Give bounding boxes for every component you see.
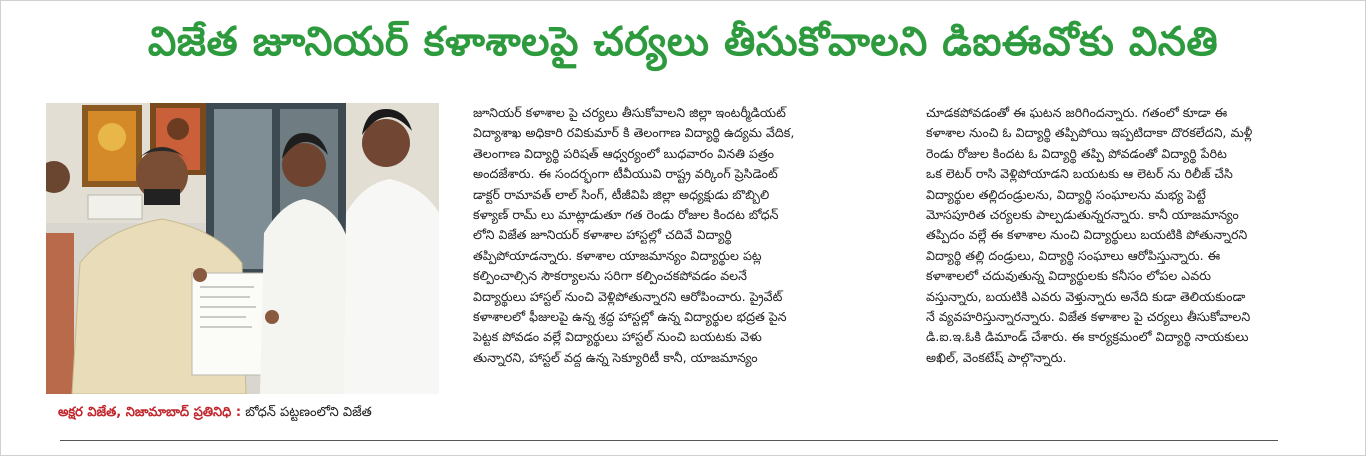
text-line: తప్పిదం వల్లే ఈ కళాశాల నుంచి విద్యార్థులు బయటికి పోతున్నారని [926,227,1248,243]
text-line: విద్యాశాఖ అధికారి రవికుమార్ కి తెలంగాణ విద్యార్థి ఉద్యమ వేదిక, [473,125,795,141]
text-line: మోసపూరిత చర్యలకు పాల్పడుతున్నరన్నారు. కానీ యాజమాన్యం [926,206,1239,222]
text-line: కళ్యాణ్ రామ్ లు మాట్లాడుతూ గత రెండు రోజుల కిందట బోధన్ [473,206,779,222]
text-line: నే వ్యవహరిస్తున్నారన్నారు. విజేత కళాశాల పై చర్యలు తీసుకోవాలని [926,308,1251,324]
text-line: చూడకపోవడంతో ఈ ఘటన జరిగిందన్నారు. గతంలో కూడా ఈ [926,105,1228,120]
caption-credit: అక్షర విజేత, నిజామాబాద్ ప్రతినిధి : [58,405,242,420]
text-line: రెండు రోజుల కిందట ఓ విద్యార్థి తప్పి పోవడంతో విద్యార్థి పేరిట [926,145,1227,161]
text-line: తెలంగాణ విద్యార్థి పరిషత్ ఆధ్వర్యంలో బుధవారం వినతి పత్రం [473,145,775,161]
photo-caption [58,404,458,422]
news-photo [46,103,439,394]
bottom-divider [60,440,1278,441]
text-line: విద్యార్థులు హాస్టల్ నుంచి వెళ్లిపోతున్నారని ఆరోపించారు. ప్రైవేట్ [473,288,783,304]
text-line: పెట్టక పోవడం వల్లే విద్యార్థులు హాస్టల్ నుంచి బయటకు వెళు [473,329,762,345]
text-line: అందజేశారు. ఈ సందర్భంగా టీవీయువి రాష్ట్ర వర్కింగ్ ప్రెసిడెంట్ [473,166,778,182]
text-line: కళాశాలలో చదువుతున్న విద్యార్థులకు కనీసం లోపల ఎవరు [926,268,1212,284]
text-line: కళాశాల నుంచి ఓ విద్యార్థి తప్పిపోయి ఇప్పటిదాకా దొరకలేదని, మళ్లీ [926,125,1253,141]
text-line: విద్యార్థుల తల్లిదండ్రులను, విద్యార్థి సంఘాలను మభ్య పెట్టే [926,186,1206,202]
text-line: అఖిల్, వెంకటేష్ పాల్గొన్నారు. [926,349,1067,365]
text-line: విద్యార్థి తల్లి దండ్రులు, విద్యార్థి సంఘాలు ఆరోపిస్తున్నారు. ఈ [926,247,1221,263]
text-line: వస్తున్నారు, బయటికి ఎవరు వెళ్తున్నారు అనేది కుడా తెలియకుండా [926,288,1246,304]
article-column-2 [926,103,1318,368]
text-line: జూనియర్ కళాశాల పై చర్యలు తీసుకోవాలని జిల్లా ఇంటర్మీడియట్ [473,105,786,120]
text-line: లోని విజేత జూనియర్ కళాశాల హాస్టల్లో చదివే విద్యార్థి [473,227,732,243]
text-line: తప్పిపోయాడన్నారు. కళాశాల యాజమాన్యం విద్యార్థుల పట్ల [473,247,762,263]
text-line: కళాశాలలో ఫీజులపై ఉన్న శ్రద్ధ హాస్టల్లో ఉన్న విద్యార్థుల భద్రత పైన [473,308,787,324]
text-line: ఒక లెటర్ రాసి వెళ్లిపోయాడని బయటకు ఆ లెటర్ ను రిలీజ్ చేసి [926,166,1233,182]
text-line: తున్నారని, హాస్టల్ వద్ద ఉన్న సెక్యూరిటీ కానీ, యాజమాన్యం [473,349,758,365]
text-line: డి.ఐ.ఇ.ఓకి డిమాండ్ చేశారు. ఈ కార్యక్రమంలో విద్యార్థి నాయకులు [926,329,1249,345]
text-line: కల్పించాల్సిన సౌకర్యాలను సరిగా కల్పించకపోవడం వలనే [473,268,747,284]
text-line: డాక్టర్ రామావత్ లాల్ సింగ్, టీజీవిపి జిల్లా అధ్యక్షుడు బొబ్బిలి [473,186,770,202]
article-column-1 [473,103,883,368]
caption-text: బోధన్ పట్టణంలోని విజేత [241,405,372,420]
headline: విజేత జూనియర్ కళాశాలపై చర్యలు తీసుకోవాలని డిఐఈవోకు వినతి [147,19,1219,65]
